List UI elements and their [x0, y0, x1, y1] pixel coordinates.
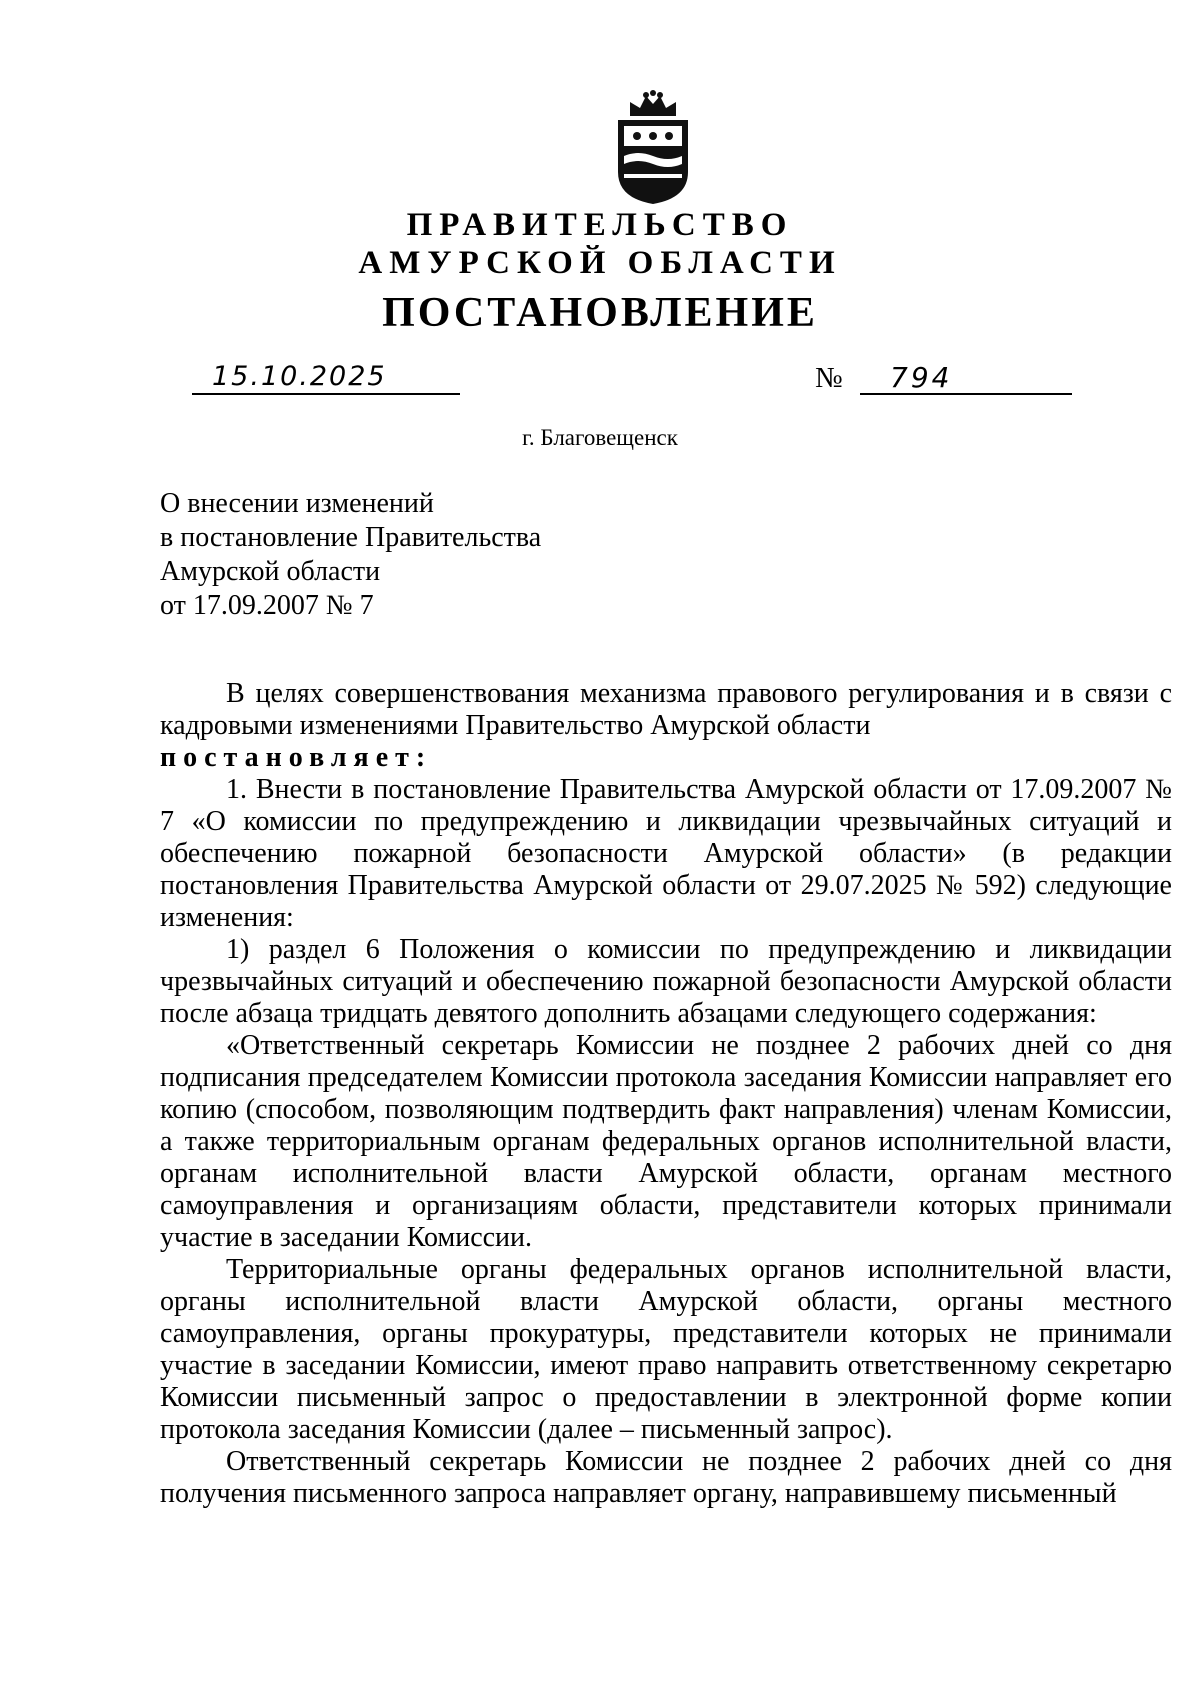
item-1: 1. Внести в постановление Правительства Амурской области от 17.09.2007 № 7 «О комиссии по предупреждению и ликвидации чрезвычайных ситуаций и обеспечению пожарной безопасности Амурской области» (в редакции постановления Правительства Амурской области от 29.07.2025 № 592) следующие изменения: — [160, 774, 1172, 933]
document-type: ПОСТАНОВЛЕНИЕ — [382, 290, 818, 336]
resolves-word: постановляет: — [160, 742, 433, 773]
handwritten-date: 15.10.2025 — [212, 361, 387, 392]
subitem-1: 1) раздел 6 Положения о комиссии по предупреждению и ликвидации чрезвычайных ситуаций и обеспечению пожарной безопасности Амурской области после абзаца тридцать девятого дополнить абзацами следующего содержания: — [160, 934, 1172, 1029]
handwritten-number: 794 — [890, 361, 953, 394]
document-subject — [160, 487, 541, 623]
subject-line: в постановление Правительства — [160, 522, 542, 553]
subject-line: Амурской области — [160, 556, 381, 587]
subject-line: О внесении изменений — [160, 488, 434, 519]
quoted-paragraph-2: Территориальные органы федеральных органов исполнительной власти, органы исполнительной власти Амурской области, органы местного самоуправления, органы прокуратуры, представители которых не принимали участие в заседании Комиссии, имеют право направить ответственному секретарю Комиссии письменный запрос о предоставлении в электронной форме копии протокола заседания Комиссии (далее – письменный запрос). — [160, 1254, 1172, 1445]
quoted-paragraph-1: «Ответственный секретарь Комиссии не позднее 2 рабочих дней со дня подписания председателем Комиссии протокола заседания Комиссии направляет его копию (способом, позволяющим подтвердить факт направления) членам Комиссии, а также территориальным органам федеральных органов исполнительной власти, органам исполнительной власти Амурской области, органам местного самоуправления и организациям области, представители которых принимали участие в заседании Комиссии. — [160, 1030, 1172, 1253]
amur-coat-of-arms-icon — [610, 90, 696, 206]
org-name-line2: АМУРСКОЙ ОБЛАСТИ — [358, 245, 842, 281]
org-name-line1: ПРАВИТЕЛЬСТВО — [406, 207, 794, 243]
document-body — [160, 678, 1172, 1510]
number-label: № — [815, 362, 843, 394]
city: г. Благовещенск — [522, 425, 678, 450]
date-field — [192, 361, 460, 395]
quoted-paragraph-3: Ответственный секретарь Комиссии не позднее 2 рабочих дней со дня получения письменного запроса направляет органу, направившему письменный — [160, 1446, 1172, 1509]
number-field — [860, 361, 1072, 395]
subject-line: от 17.09.2007 № 7 — [160, 590, 374, 621]
intro-paragraph: В целях совершенствования механизма правового регулирования и в связи с кадровыми изменениями Правительство Амурской области — [160, 678, 1172, 741]
